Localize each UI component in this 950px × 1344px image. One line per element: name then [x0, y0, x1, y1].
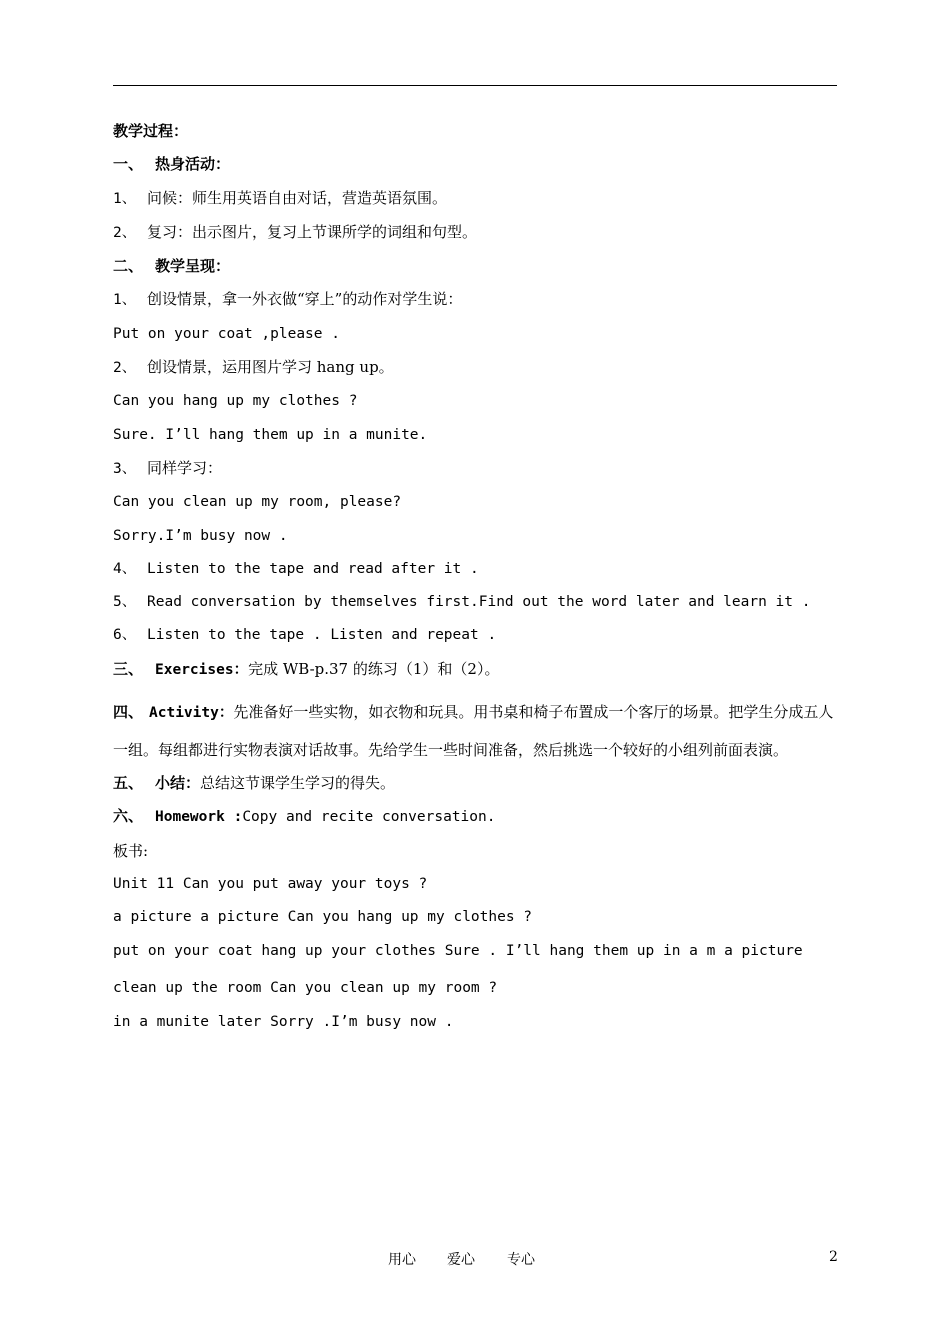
- footer-motto: 专心: [507, 1252, 535, 1268]
- header-rule: [113, 85, 837, 86]
- section-heading-presentation: 二、 教学呈现：: [113, 257, 231, 276]
- blackboard-line: Unit 11 Can you put away your toys ?: [113, 875, 428, 892]
- section-heading-homework: 六、 Homework :Copy and recite conversation.: [113, 807, 496, 826]
- blackboard-line: in a munite later Sorry .I’m busy now .: [113, 1013, 454, 1030]
- list-item: 2、 创设情景，运用图片学习 hang up。: [113, 358, 394, 377]
- section-heading-activity: 四、 Activity：先准备好一些实物，如衣物和玩具。用书桌和椅子布置成一个客厅的场景。把学生分成五人一组。每组都进行实物表演对话故事。先给学生一些时间准备，然后挑选一个较好的小组列前面表演。: [113, 703, 834, 760]
- list-item: 4、 Listen to the tape and read after it .: [113, 560, 479, 577]
- blackboard-heading: 板书:: [113, 841, 149, 860]
- list-item: 2、 复习：出示图片，复习上节课所学的词组和句型。: [113, 222, 478, 241]
- section-heading-process: 教学过程：: [113, 122, 189, 140]
- blackboard-line: put on your coat hang up your clothes Sure . I’ll hang them up in a m a picture clean up the room Can you clean up my room ?: [113, 942, 803, 996]
- list-item: 1、 问候：师生用英语自由对话，营造英语氛围。: [113, 188, 448, 207]
- footer-motto: 用心: [388, 1252, 416, 1268]
- list-item: 6、 Listen to the tape . Listen and repeat .: [113, 627, 497, 644]
- dialogue-line: Can you clean up my room, please?: [113, 494, 402, 511]
- page-number: 2: [829, 1249, 838, 1265]
- section-heading-warmup: 一、 热身活动：: [113, 155, 231, 174]
- dialogue-line: Sure. I’ll hang them up in a munite.: [113, 426, 428, 443]
- section-heading-exercises: 三、 Exercises：完成 WB-p.37 的练习（1）和（2）。: [113, 659, 500, 678]
- list-item: 5、 Read conversation by themselves first.Find out the word later and learn it .: [113, 594, 811, 611]
- dialogue-line: Put on your coat ,please .: [113, 325, 340, 342]
- section-heading-summary: 五、 小结：总结这节课学生学习的得失。: [113, 774, 396, 793]
- list-item: 3、 同样学习：: [113, 458, 223, 477]
- dialogue-line: Can you hang up my clothes ?: [113, 393, 358, 410]
- document-body: [113, 122, 837, 1046]
- list-item: 1、 创设情景，拿一外衣做“穿上”的动作对学生说：: [113, 290, 463, 309]
- blackboard-line: a picture a picture Can you hang up my clothes ?: [113, 909, 533, 926]
- footer-motto: 爱心: [447, 1252, 475, 1268]
- dialogue-line: Sorry.I’m busy now .: [113, 527, 288, 544]
